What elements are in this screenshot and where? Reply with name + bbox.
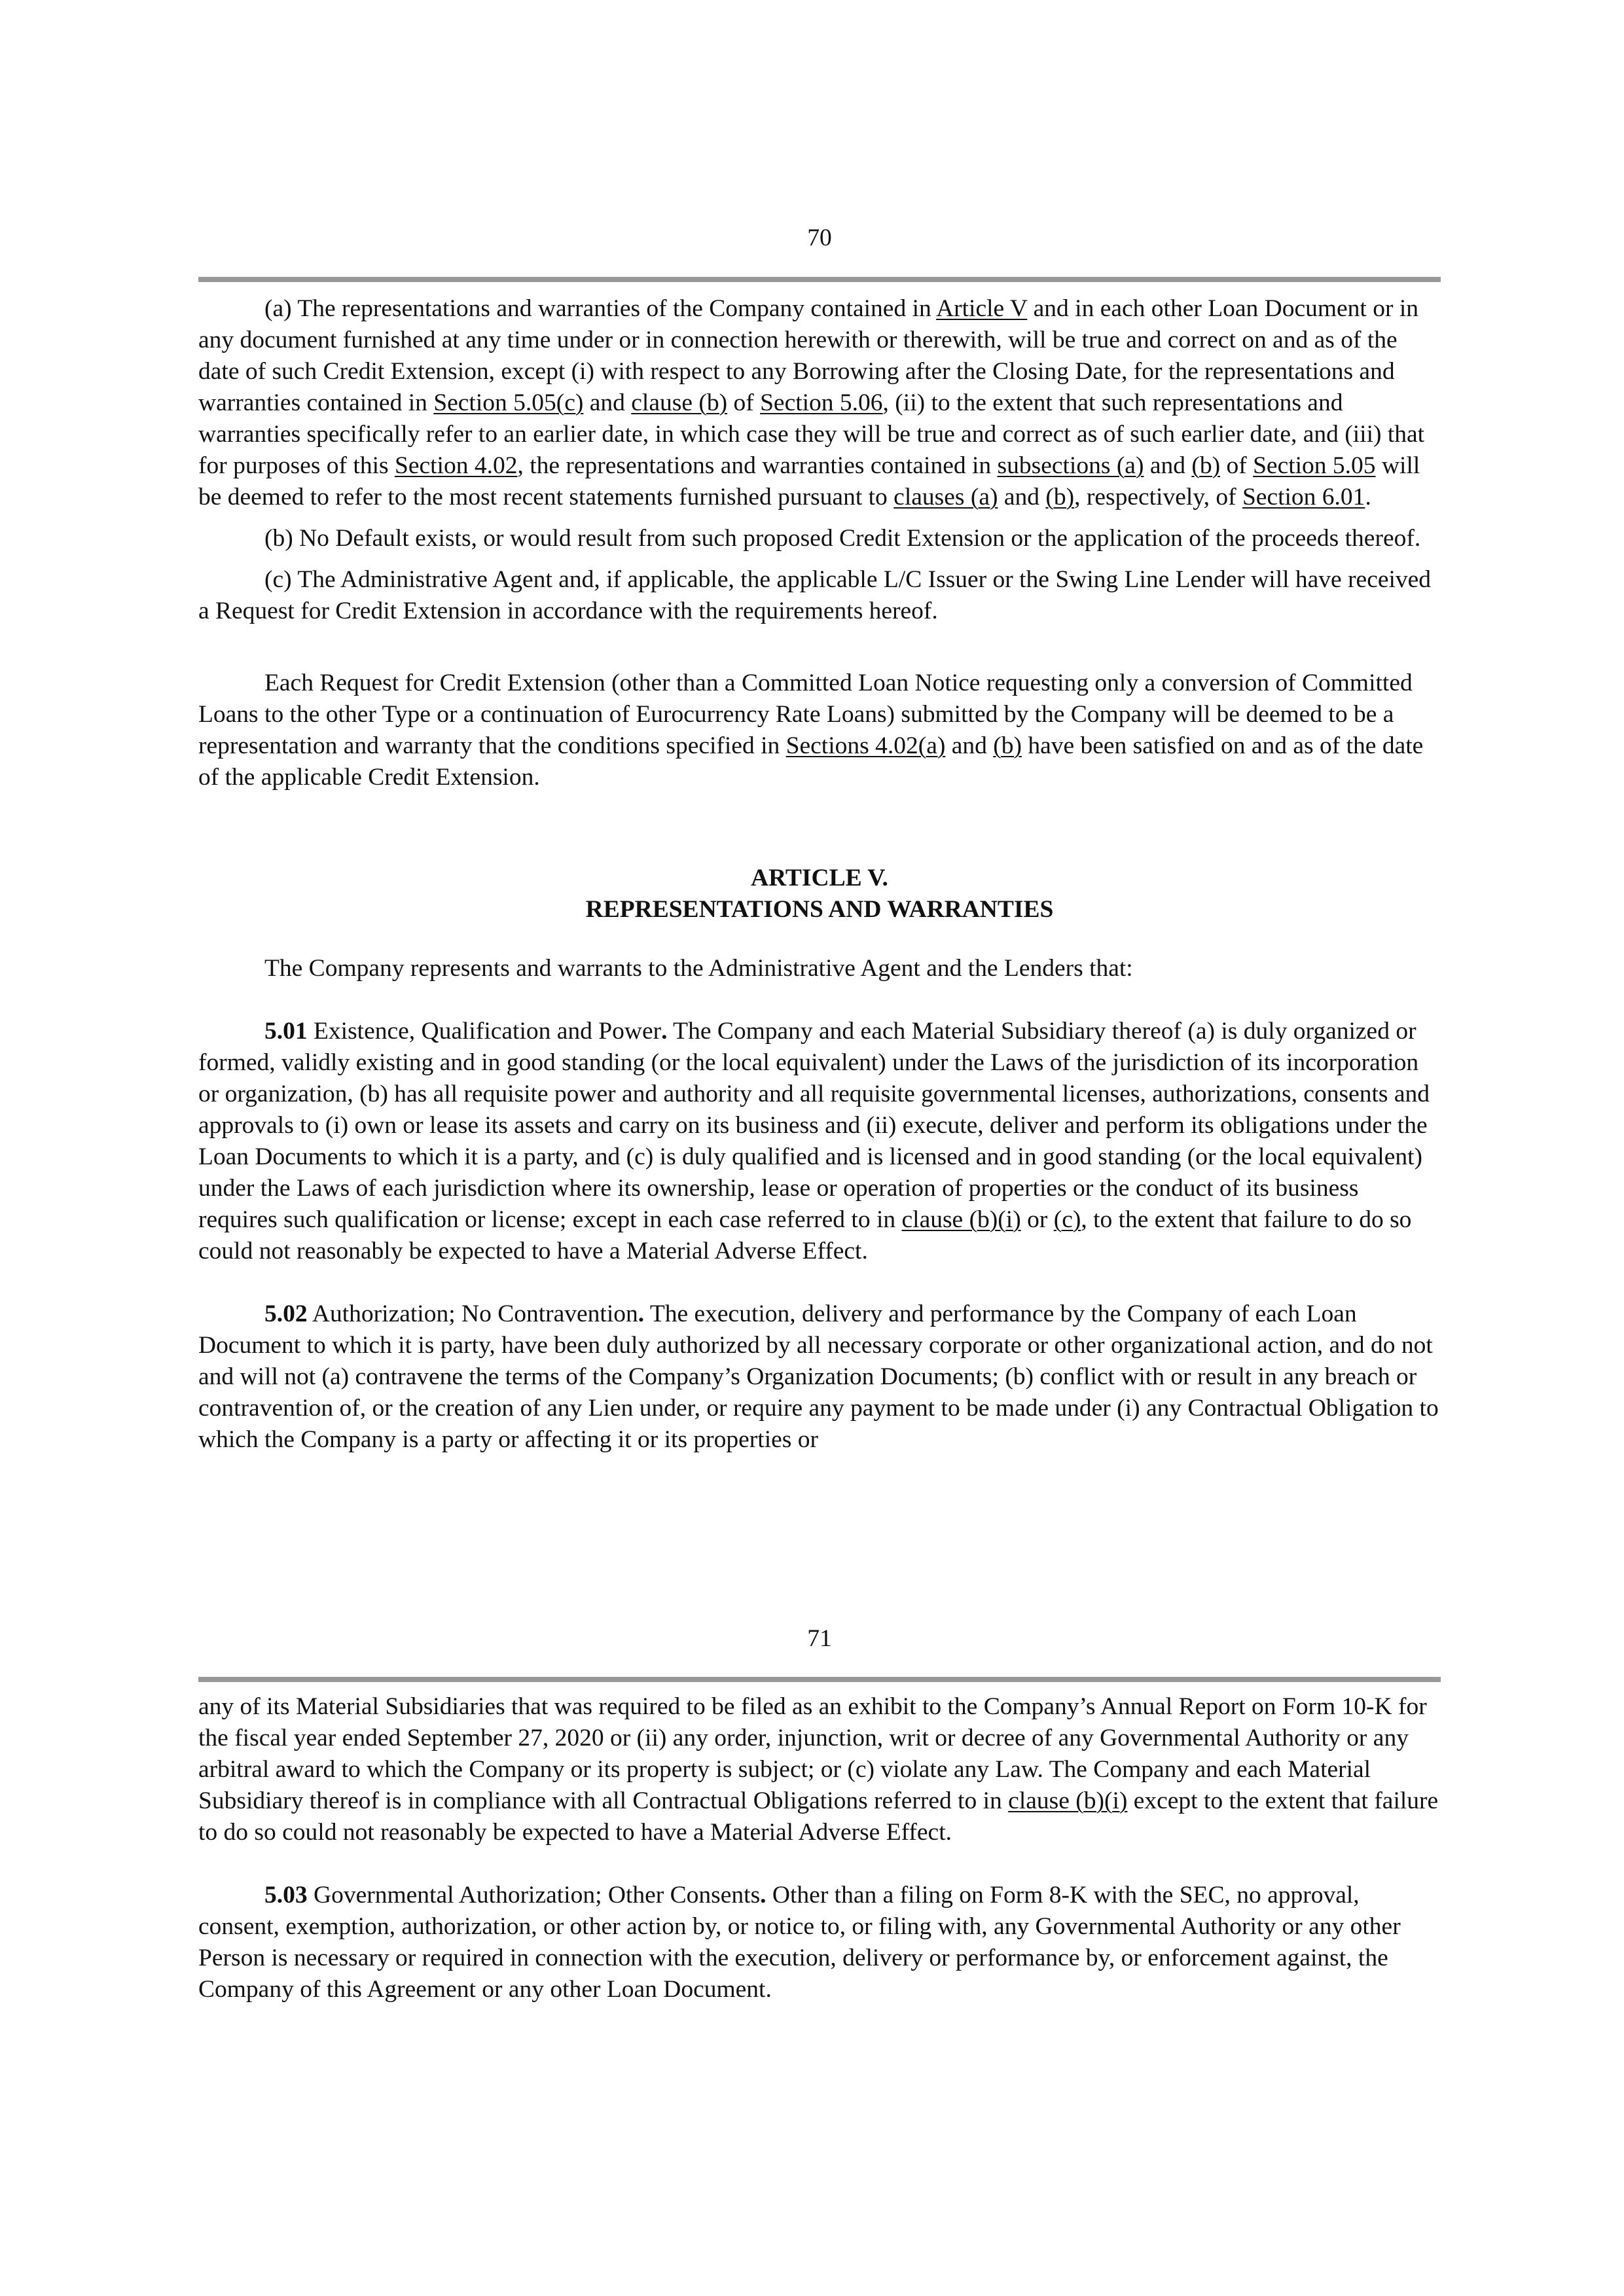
page-70-body [198, 293, 1441, 1456]
xref-sections-4-02-a[interactable]: Sections 4.02(a) [785, 732, 946, 759]
article-subtitle: REPRESENTATIONS AND WARRANTIES [585, 896, 1054, 923]
xref-subsections-a[interactable]: subsections (a) [997, 452, 1144, 479]
section-5-01: 5.01 Existence, Qualification and Power. The Company and each Material Subsidiary thereof (a) is duly organized or formed, validly existing and in good standing (or the local equivalent) under the Laws of the jurisdiction of its incorporation or organization, (b) has all requisite power and authority and all requisite governmental licenses, authorizations, consents and approvals to (i) own or lease its assets and carry on its business and (ii) execute, deliver and perform its obligations under the Loan Documents to which it is a party, and (c) is duly qualified and is licensed and in good standing (or the local equivalent) under the Laws of each jurisdiction where its ownership, lease or operation of properties or the conduct of its business requires such qualification or license; except in each case referred to in clause (b)(i) or (c), to the extent that failure to do so could not reasonably be expected to have a Material Adverse Effect. [198, 1018, 1430, 1265]
xref-clauses-a[interactable]: clauses (a) [893, 484, 998, 511]
xref-section-4-02[interactable]: Section 4.02 [394, 452, 518, 479]
section-5-02-continued: any of its Material Subsidiaries that was required to be filed as an exhibit to the Company’s Annual Report on Form 10-K for the fiscal year ended September 27, 2020 or (ii) any order, injunction, writ or decree of any Governmental Authority or any arbitral award to which the Company or its property is subject; or (c) violate any Law. The Company and each Material Subsidiary thereof is in compliance with all Contractual Obligations referred to in clause (b)(i) except to the extent that failure to do so could not reasonably be expected to have a Material Adverse Effect. [198, 1693, 1439, 1846]
paragraph-conditions-a: (a) The representations and warranties of the Company contained in Article V and in each other Loan Document or in any document furnished at any time under or in connection herewith or therewith, will be true and correct on and as of the date of such Credit Extension, except (i) with respect to any Borrowing after the Closing Date, for the representations and warranties contained in Section 5.05(c) and clause (b) of Section 5.06, (ii) to the extent that such representations and warranties specifically refer to an earlier date, in which case they will be true and correct as of such earlier date, and (iii) that for purposes of this Section 4.02, the representations and warranties contained in subsections (a) and (b) of Section 5.05 will be deemed to refer to the most recent statements furnished pursuant to clauses (a) and (b), respectively, of Section 6.01. [198, 295, 1425, 511]
xref-section-5-05-c[interactable]: Section 5.05(c) [433, 389, 584, 416]
xref-section-6-01[interactable]: Section 6.01 [1242, 484, 1365, 511]
xref-subsection-b[interactable]: (b) [1191, 452, 1221, 479]
page-71-body [198, 1691, 1441, 2005]
paragraph-each-request: Each Request for Credit Extension (other than a Committed Loan Notice requesting only a conversion of Committed Loans to the other Type or a continuation of Eurocurrency Rate Loans) submitted by the Company will be deemed to be a representation and warranty that the conditions specified in Sections 4.02(a) and (b) have been satisfied on and as of the date of the applicable Credit Extension. [198, 670, 1424, 791]
xref-clause-c[interactable]: (c) [1053, 1206, 1081, 1233]
xref-clause-b-3[interactable]: (b) [993, 732, 1022, 759]
xref-clause-b-2[interactable]: (b) [1045, 484, 1075, 511]
paragraph-conditions-c: (c) The Administrative Agent and, if applicable, the applicable L/C Issuer or the Swing Line Lender will have received a Request for Credit Extension in accordance with the requirements hereof. [198, 566, 1432, 624]
xref-section-5-05[interactable]: Section 5.05 [1253, 452, 1376, 479]
xref-clause-b[interactable]: clause (b) [631, 389, 728, 416]
section-heading: Existence, Qualification and Power [307, 1018, 662, 1045]
section-heading: Authorization; No Contravention [307, 1300, 638, 1327]
section-number: 5.03 [264, 1882, 308, 1909]
section-5-03: 5.03 Governmental Authorization; Other Consents. Other than a filing on Form 8-K with the SEC, no approval, consent, exemption, authorization, or other action by, or notice to, or filing with, any Governmental Authority or any other Person is necessary or required in connection with the execution, delivery or performance by, or enforcement against, the Company of this Agreement or any other Loan Document. [198, 1882, 1401, 2003]
xref-clause-b-i[interactable]: clause (b)(i) [901, 1206, 1021, 1233]
xref-clause-b-i-2[interactable]: clause (b)(i) [1008, 1787, 1128, 1814]
section-number: 5.01 [264, 1018, 308, 1045]
paragraph-conditions-b: (b) No Default exists, or would result from such proposed Credit Extension or the application of the proceeds thereof. [264, 525, 1421, 552]
section-number: 5.02 [264, 1300, 308, 1327]
page-number: 70 [807, 224, 832, 251]
section-heading: Governmental Authorization; Other Consents [307, 1882, 761, 1909]
xref-section-5-06[interactable]: Section 5.06 [760, 389, 883, 416]
xref-article-v[interactable]: Article V [936, 295, 1028, 322]
article-intro: The Company represents and warrants to the Administrative Agent and the Lenders that: [264, 955, 1133, 982]
page-number: 71 [807, 1625, 832, 1652]
page-divider [198, 1677, 1441, 1682]
article-heading [198, 863, 1441, 925]
article-title: ARTICLE V. [751, 865, 888, 891]
section-5-02: 5.02 Authorization; No Contravention. The execution, delivery and performance by the Company of each Loan Document to which it is party, have been duly authorized by all necessary corporate or other organizational action, and do not and will not (a) contravene the terms of the Company’s Organization Documents; (b) conflict with or result in any breach or contravention of, or the creation of any Lien under, or require any payment to be made under (i) any Contractual Obligation to which the Company is a party or affecting it or its properties or [198, 1300, 1439, 1453]
page-divider [198, 277, 1441, 282]
